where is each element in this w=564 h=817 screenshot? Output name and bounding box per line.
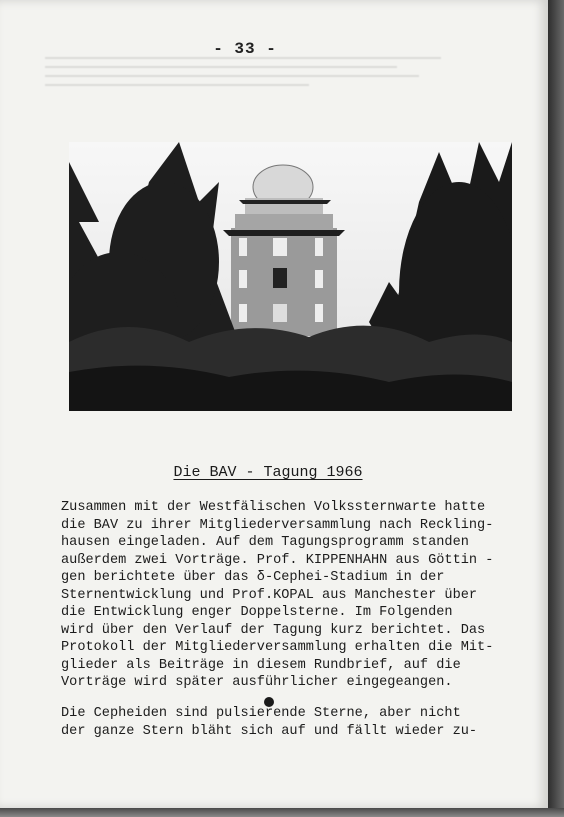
text-line: hausen eingeladen. Auf dem Tagungsprogramm standen: [61, 535, 469, 550]
text-line: Protokoll der Mitgliederversammlung erhalten die Mit-: [61, 640, 494, 655]
observatory-photo: [69, 142, 512, 411]
text-line: Sternentwicklung und Prof.KOPAL aus Manchester über: [61, 587, 478, 603]
page-number: - 33 -: [213, 40, 277, 58]
text-line: außerdem zwei Vorträge. Prof. KIPPENHAHN aus Göttin -: [61, 552, 494, 568]
text-line: Die Cepheiden sind pulsierende Sterne, aber nicht: [61, 706, 461, 721]
text-line: Vorträge wird später ausführlicher eingegeangen.: [61, 675, 453, 690]
article-title: Die BAV - Tagung 1966: [173, 464, 363, 481]
text-line: wird über den Verlauf der Tagung kurz berichtet. Das: [61, 622, 486, 638]
text-line: glieder als Beiträge in diesem Rundbrief, auf die: [61, 657, 461, 673]
paragraph-2: [61, 705, 531, 740]
text-line: Zusammen mit der Westfälischen Volkssternwarte hatte: [61, 500, 486, 515]
bleed-through-text: [45, 50, 485, 110]
paragraph-1: [61, 499, 531, 692]
text-line: die Entwicklung enger Doppelsterne. Im Folgenden: [61, 605, 453, 620]
text-line: die BAV zu ihrer Mitgliederversammlung nach Reckling-: [61, 517, 494, 533]
text-line: der ganze Stern bläht sich auf und fällt wieder zu-: [61, 723, 478, 739]
page-edge-shadow: [548, 0, 564, 817]
text-line: gen berichtete über das δ-Cephei-Stadium in der: [61, 570, 445, 585]
page-bottom-shadow: [0, 808, 564, 817]
